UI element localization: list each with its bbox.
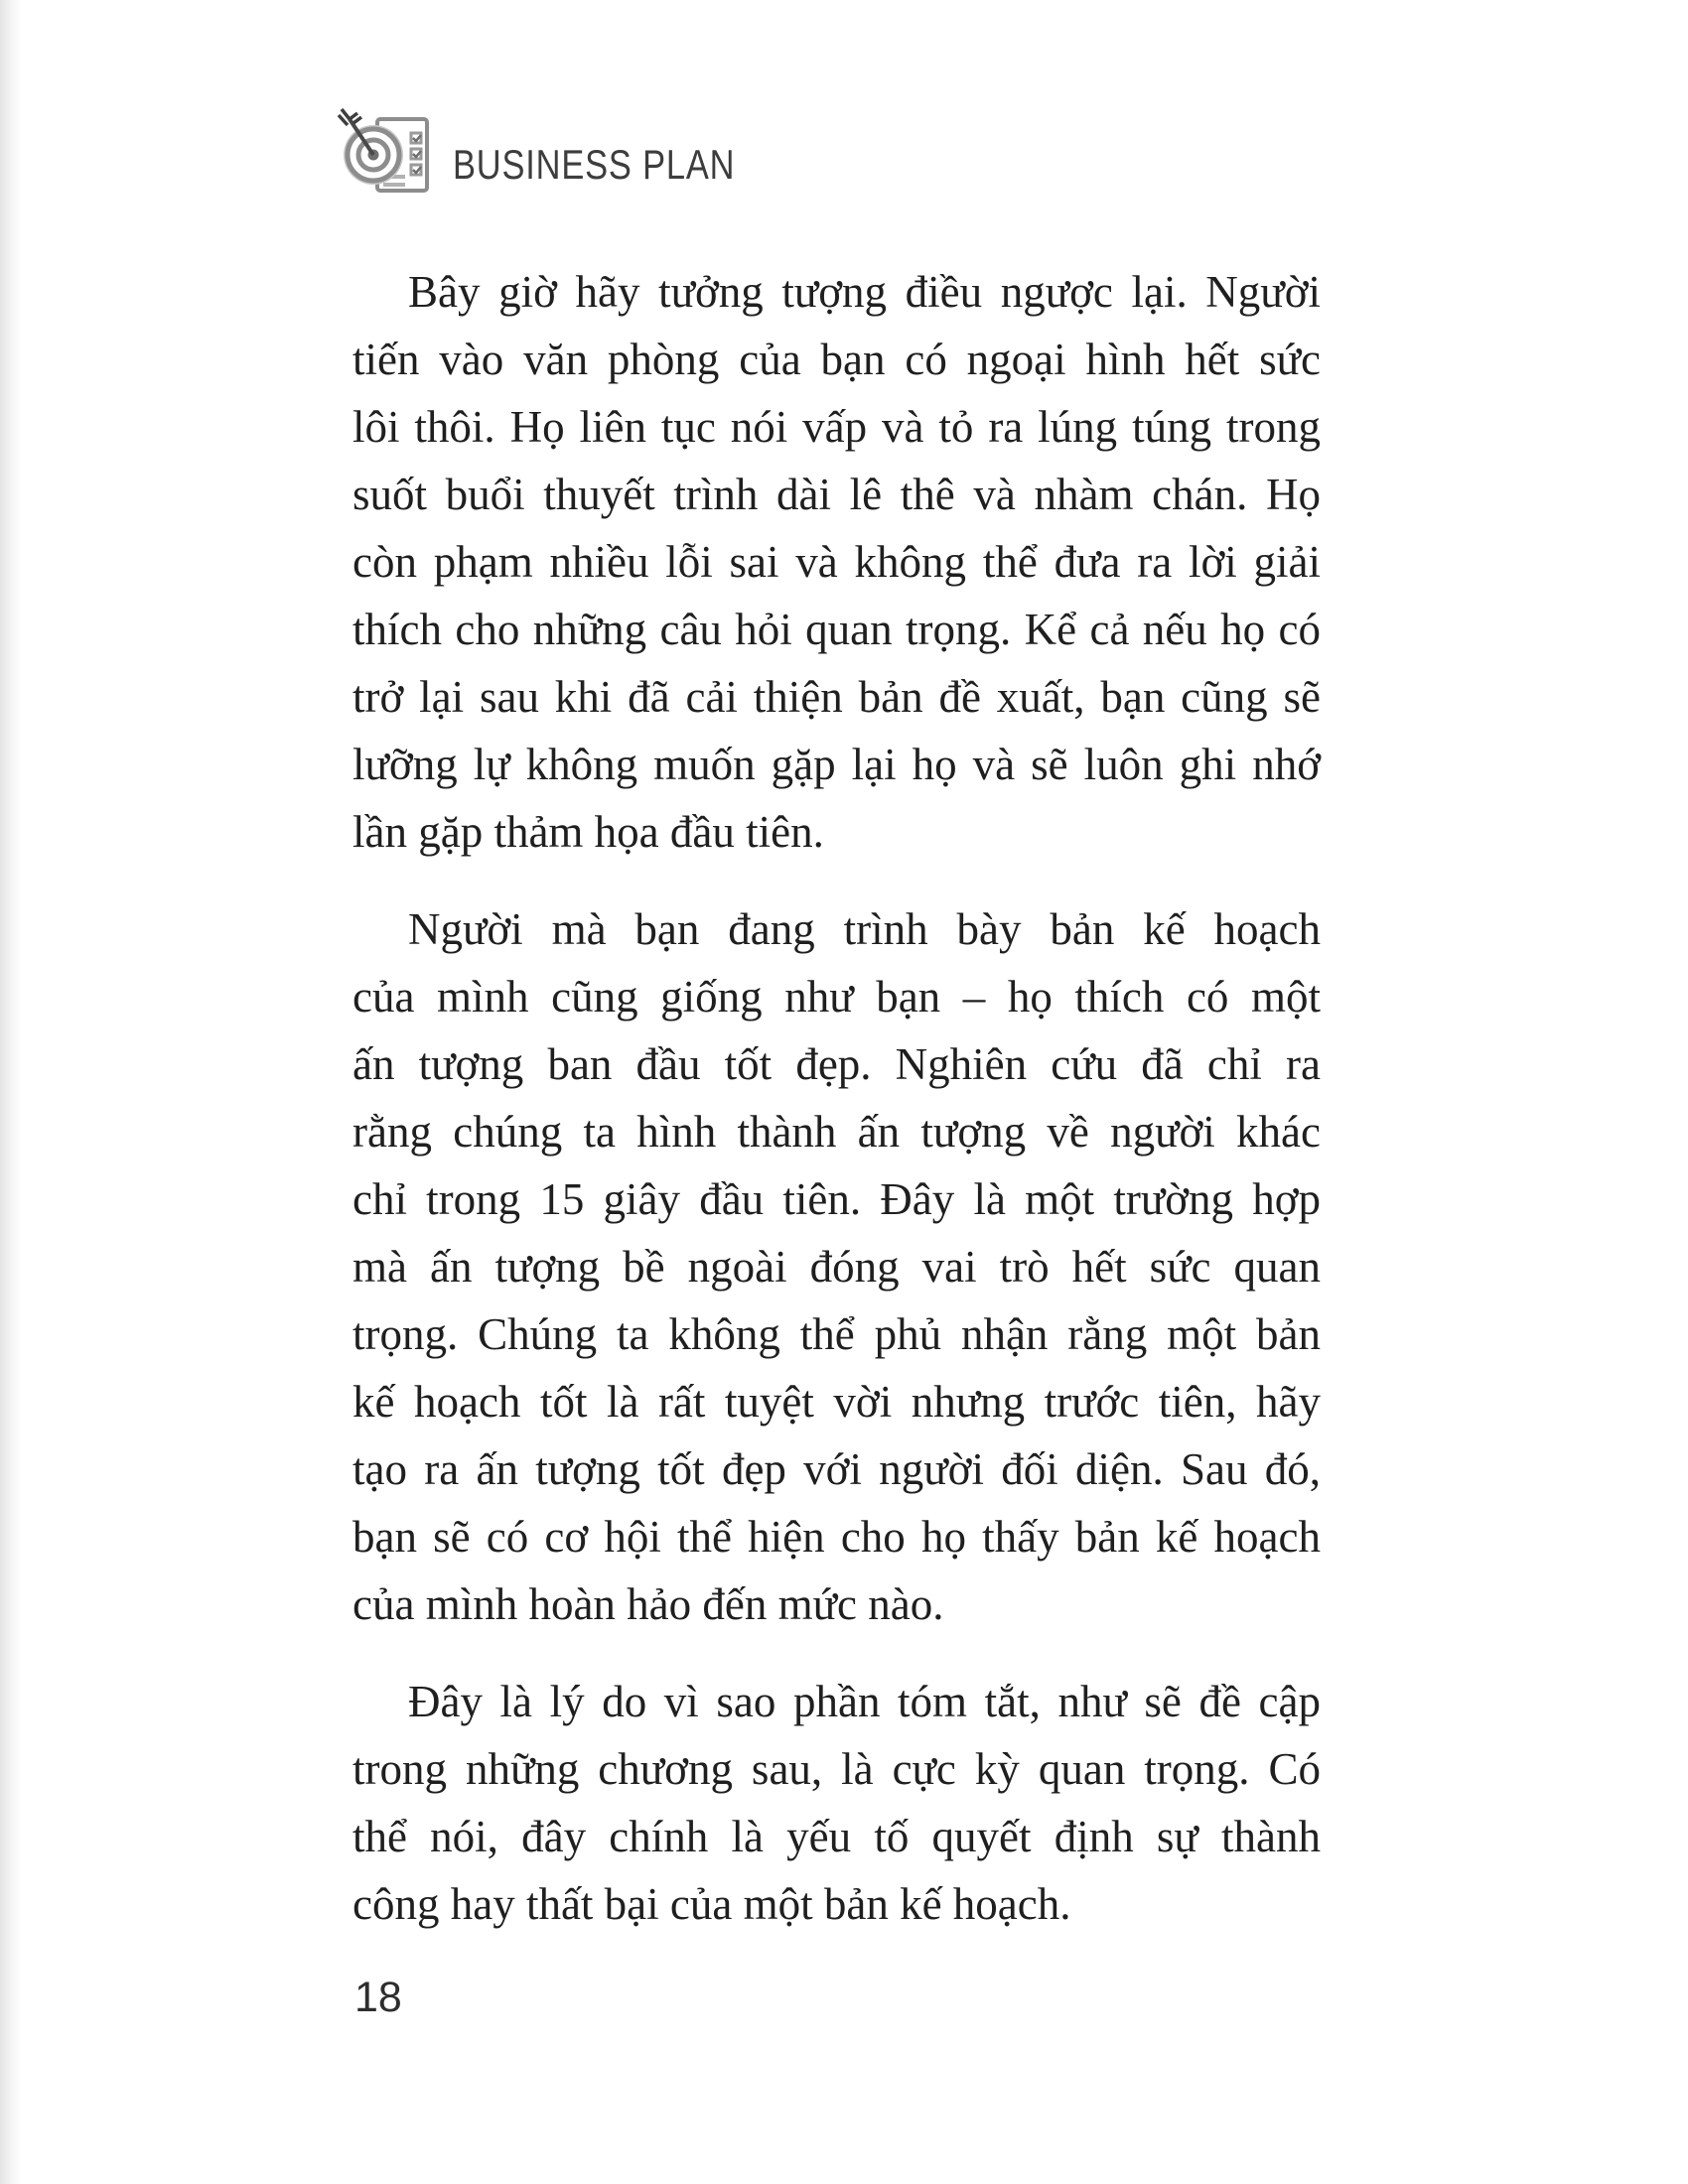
text-line: trong những chương sau, là cực kỳ quan trọng. Có xyxy=(352,1744,1321,1794)
text-line: lưỡng lự không muốn gặp lại họ và sẽ luôn ghi nhớ xyxy=(352,740,1321,789)
text-line: Đây là lý do vì sao phần tóm tắt, như sẽ đề cập xyxy=(408,1677,1321,1726)
text-line: Người mà bạn đang trình bày bản kế hoạch xyxy=(408,904,1321,954)
text-line: suốt buổi thuyết trình dài lê thê và nhàm chán. Họ xyxy=(352,470,1321,519)
text-line: rằng chúng ta hình thành ấn tượng về người khác xyxy=(352,1107,1321,1157)
page-number: 18 xyxy=(354,1974,402,2021)
text-line: tiến vào văn phòng của bạn có ngoại hình hết sức xyxy=(352,335,1321,384)
text-line: lôi thôi. Họ liên tục nói vấp và tỏ ra lúng túng trong xyxy=(352,402,1321,452)
text-line: ấn tượng ban đầu tốt đẹp. Nghiên cứu đã chỉ ra xyxy=(352,1039,1321,1089)
target-checklist-icon xyxy=(336,97,439,201)
page-edge-shadow xyxy=(0,0,22,2184)
text-line: trọng. Chúng ta không thể phủ nhận rằng một bản xyxy=(352,1309,1321,1359)
text-line: trở lại sau khi đã cải thiện bản đề xuất, bạn cũng sẽ xyxy=(352,672,1321,722)
chapter-header xyxy=(336,97,797,201)
text-line: thích cho những câu hỏi quan trọng. Kể cả nếu họ có xyxy=(352,605,1321,654)
text-line: Bây giờ hãy tưởng tượng điều ngược lại. Người xyxy=(408,267,1321,317)
text-line: của mình cũng giống như bạn – họ thích có một xyxy=(352,972,1321,1022)
page-body xyxy=(352,258,1321,1938)
brand-title: BUSINESS PLAN xyxy=(453,141,736,188)
text-line: thể nói, đây chính là yếu tố quyết định sự thành xyxy=(352,1812,1321,1861)
text-line: của mình hoàn hảo đến mức nào. xyxy=(352,1579,944,1629)
text-line: bạn sẽ có cơ hội thể hiện cho họ thấy bản kế hoạch xyxy=(352,1512,1321,1562)
paragraph-2 xyxy=(352,895,1321,1638)
text-line: công hay thất bại của một bản kế hoạch. xyxy=(352,1879,1071,1929)
text-line: kế hoạch tốt là rất tuyệt vời nhưng trước tiên, hãy xyxy=(352,1377,1321,1427)
text-line: tạo ra ấn tượng tốt đẹp với người đối diện. Sau đó, xyxy=(352,1444,1321,1494)
text-line: lần gặp thảm họa đầu tiên. xyxy=(352,807,824,857)
text-line: chỉ trong 15 giây đầu tiên. Đây là một trường hợp xyxy=(352,1174,1321,1224)
text-line: còn phạm nhiều lỗi sai và không thể đưa ra lời giải xyxy=(352,537,1321,587)
text-line: mà ấn tượng bề ngoài đóng vai trò hết sức quan xyxy=(352,1242,1321,1292)
paragraph-3 xyxy=(352,1668,1321,1938)
paragraph-1 xyxy=(352,258,1321,866)
